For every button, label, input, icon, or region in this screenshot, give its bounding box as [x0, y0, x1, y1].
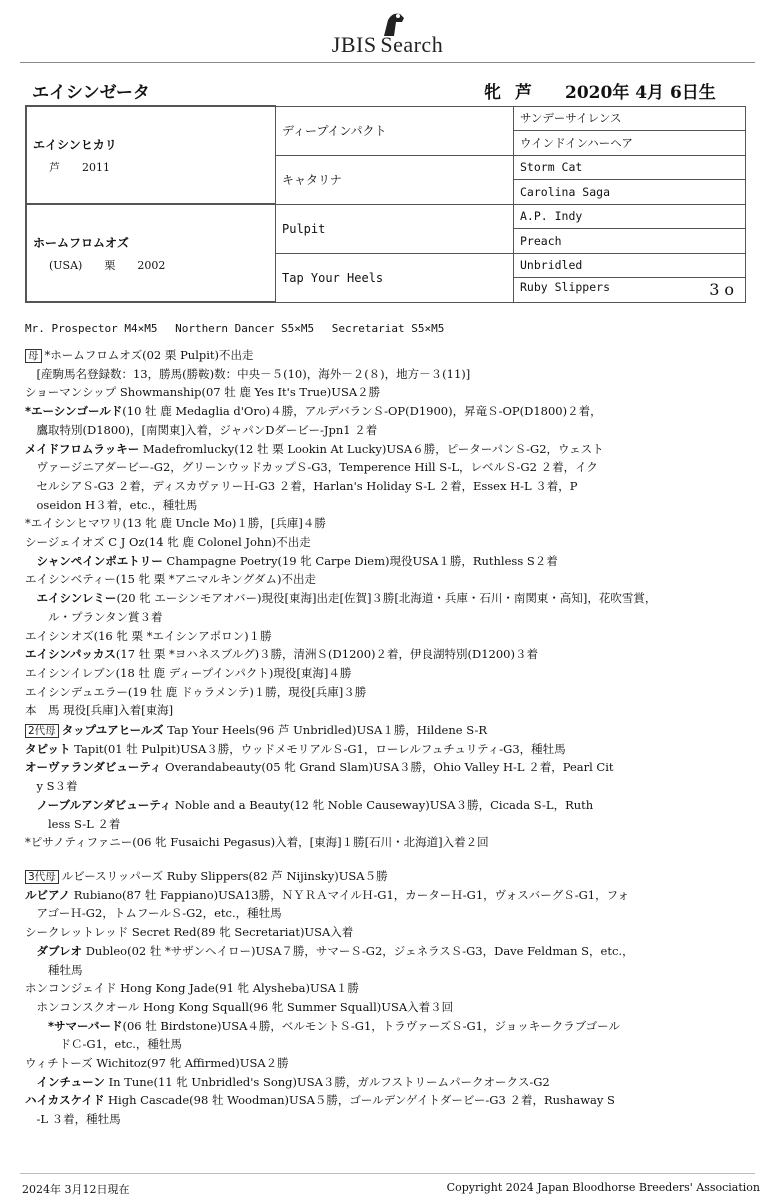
family-line [25, 740, 745, 759]
family-line [25, 701, 745, 720]
family-line [25, 758, 745, 777]
family-line [25, 477, 745, 496]
horse-record: (20 牝 エーシンモアオバー)現役[東海]出走[佐賀]３勝[北海道・兵庫・石川・南関東・高知]，花吹雪賞， [116, 591, 657, 606]
family-line [25, 904, 745, 923]
jbis-logo[interactable] [0, 10, 775, 57]
horse-record: シージェイオズ C J Oz(14 牝 鹿 Colonel John)不出走 [25, 535, 311, 550]
horse-link[interactable]: ルビアノ [25, 887, 71, 902]
family-line [25, 815, 745, 834]
horse-record: (06 牡 Birdstone)USA４勝，ベルモントＳ-G1，トラヴァーズＳ-G1，ジョッキークラブゴール [122, 1018, 620, 1033]
horse-record: エイシンベティー(15 牝 栗 *アニマルキングダム)不出走 [25, 572, 316, 587]
family-line [25, 645, 745, 664]
horse-record: *エイシンヒマワリ(13 牝 鹿 Uncle Mo)１勝，[兵庫]４勝 [25, 516, 326, 531]
horse-record: 本 馬 現役[兵庫]入着[東海] [25, 703, 174, 718]
family-line [25, 1054, 745, 1073]
family-line [25, 570, 745, 589]
horse-record: 鷹取特別(D1800)，[南関東]入着，ジャパンDダービー-Jpn1 ２着 [25, 422, 378, 437]
family-line [25, 627, 745, 646]
family-line [25, 402, 745, 421]
pedigree-table [25, 105, 746, 303]
family-line [25, 683, 745, 702]
horse-link[interactable]: ノーブルアンダビューティ [25, 797, 172, 812]
family-line [25, 1091, 745, 1110]
horse-record: Overandabeauty(05 牝 Grand Slam)USA３勝，Ohio Valley H-L ２着，Pearl Cit [161, 760, 614, 775]
footer-divider [20, 1173, 755, 1174]
family-line [25, 961, 745, 980]
family-line [25, 365, 745, 384]
second-dam-section [25, 721, 745, 852]
horse-record: High Cascade(98 牡 Woodman)USA５勝，ゴールデンゲイトダービー-G3 ２着，Rushaway S [104, 1093, 615, 1108]
family-line [25, 496, 745, 515]
horse-link[interactable]: *エーシンゴールド [25, 404, 123, 419]
horse-record: -L ３着，種牡馬 [25, 1112, 121, 1127]
horse-link[interactable]: *サマーバード [25, 1018, 123, 1033]
horse-link[interactable]: タピット [25, 741, 71, 756]
generation-tag: 母 [25, 349, 42, 363]
horse-record: Tapit(01 牡 Pulpit)USA３勝，ウッドメモリアルＳ-G1，ローレルフュチュリティ-G3，種牡馬 [70, 741, 566, 756]
copyright: Copyright 2024 Japan Bloodhorse Breeders' Association [446, 1181, 760, 1194]
dam-name[interactable]: ホームフロムオズ [33, 235, 129, 250]
family-line [25, 383, 745, 402]
horse-record: y S３着 [25, 779, 78, 794]
family-line [25, 1017, 745, 1036]
horse-record: アゴーＨ-G2，トムフールＳ-G2，etc.，種牡馬 [25, 906, 282, 921]
generation-tag: 2代母 [25, 724, 59, 738]
horse-record: セルシアＳ-G3 ２着，ディスカヴァリーＨ-G3 ２着，Harlan's Holiday S-L ２着，Essex H-L ３着，P [25, 478, 578, 493]
family-line [25, 458, 745, 477]
family-line [25, 552, 745, 571]
horse-record: (10 牡 鹿 Medaglia d'Oro)４勝，アルデバランＳ-OP(D1900)，昇竜Ｓ-OP(D1800)２着， [122, 404, 602, 419]
horse-link[interactable]: ハイカスケイド [25, 1093, 105, 1108]
family-line [25, 942, 745, 961]
inbreeding-info: Mr. Prospector M4×M5 Northern Dancer S5×M5 Secretariat S5×M5 [25, 322, 445, 335]
horse-record: oseidon H３着，etc.，種牡馬 [25, 497, 198, 512]
family-line [25, 923, 745, 942]
horse-record: *ピサノティファニー(06 牝 Fusaichi Pegasus)入着，[東海]１勝[石川・北海道]入着２回 [25, 835, 489, 850]
pedigree-gen2[interactable]: Pulpit [276, 204, 514, 253]
horse-color: 芦 [515, 83, 532, 103]
horse-record: 種牡馬 [25, 962, 83, 977]
family-line [25, 796, 745, 815]
header-divider [20, 62, 755, 63]
pedigree-sire[interactable] [26, 106, 276, 204]
horse-record: ルビースリッパーズ Ruby Slippers(82 芦 Nijinsky)USA５勝 [61, 869, 388, 883]
family-line [25, 721, 745, 740]
family-line [25, 777, 745, 796]
family-number: 3o [709, 280, 739, 300]
dam-family-section [25, 346, 745, 720]
horse-record: Noble and a Beauty(12 牝 Noble Causeway)USA３勝，Cicada S-L，Ruth [171, 797, 594, 812]
horse-record: Dubleo(02 牡 *サザンヘイロー)USA７勝，サマーＳ-G2，ジェネラスＳ-G3，Dave Feldman S，etc.， [82, 943, 634, 958]
horse-record: [産駒馬名登録数：13，勝馬(勝鞍)数：中央－５(10)，海外－２(８)，地方－３(11)] [25, 366, 471, 381]
horse-record: ヴァージニアダービー-G2，グリーンウッドカップＳ-G3，Temperence Hill S-L，レベルＳ-G2 ２着，イク [25, 460, 598, 475]
horse-link[interactable]: メイドフロムラッキー [25, 441, 140, 456]
pedigree-dam[interactable] [26, 204, 276, 302]
pedigree-gen3[interactable]: Unbridled [514, 253, 746, 278]
family-line [25, 421, 745, 440]
family-line [25, 886, 745, 905]
pedigree-gen3[interactable]: サンデーサイレンス [514, 106, 746, 131]
family-line [25, 514, 745, 533]
horse-name: エイシンゼータ [32, 83, 150, 103]
horse-record: ホンコンスクオール Hong Kong Squall(96 牝 Summer Squall)USA入着３回 [25, 999, 454, 1014]
dam-info: (USA) 栗 2002 [49, 258, 166, 272]
pedigree-gen3-last[interactable]: Ruby Slippers 3o [514, 278, 746, 303]
pedigree-gen3[interactable]: Carolina Saga [514, 180, 746, 205]
family-line [25, 346, 745, 365]
horse-link[interactable]: ダブレオ [25, 943, 83, 958]
generation-tag: 3代母 [25, 870, 59, 884]
horse-record: Madefromlucky(12 牡 栗 Lookin At Lucky)USA６勝，ピーターパンＳ-G2，ウェスト [139, 441, 604, 456]
horse-birth: 2020年 4月 6日生 [565, 83, 716, 103]
pedigree-gen3[interactable]: ウインドインハーヘア [514, 131, 746, 156]
horse-record: エイシンイレブン(18 牡 鹿 ディープインパクト)現役[東海]４勝 [25, 665, 352, 680]
horse-record: In Tune(11 牝 Unbridled's Song)USA３勝，ガルフストリームパークオークス-G2 [104, 1074, 550, 1089]
horse-record: Tap Your Heels(96 芦 Unbridled)USA１勝，Hildene S-R [163, 723, 488, 737]
horse-record: ドＣ-G1，etc.，種牡馬 [25, 1037, 182, 1052]
horse-record: エイシンオズ(16 牝 栗 *エイシンアポロン)１勝 [25, 628, 272, 643]
horse-link[interactable]: タップユアヒールズ [61, 723, 164, 737]
horse-link[interactable]: オーヴァランダビューティ [25, 760, 162, 775]
family-line [25, 664, 745, 683]
horse-title [32, 78, 732, 102]
family-line [25, 1035, 745, 1054]
horse-record: less S-L ２着 [25, 816, 121, 831]
horse-record: ホンコンジェイド Hong Kong Jade(91 牝 Alysheba)USA１勝 [25, 981, 359, 996]
pedigree-gen3[interactable]: Storm Cat [514, 155, 746, 180]
horse-record: (17 牡 栗 *ヨハネスブルグ)３勝，清洲Ｓ(D1200)２着，伊良湖特別(D1200)３着 [115, 647, 538, 662]
family-line [25, 1073, 745, 1092]
pedigree-gen3[interactable]: Preach [514, 229, 746, 254]
family-line [25, 533, 745, 552]
family-line [25, 979, 745, 998]
horse-link[interactable]: エイシンレミー [25, 591, 117, 606]
horse-record: *ホームフロムオズ(02 栗 Pulpit)不出走 [44, 348, 254, 362]
horse-link[interactable]: シャンペインポエトリー [25, 553, 163, 568]
family-line [25, 608, 745, 627]
horse-sex: 牝 [484, 83, 501, 103]
horse-link[interactable]: エイシンパッカス [25, 647, 116, 662]
family-line [25, 1110, 745, 1129]
horse-record: Rubiano(87 牡 Fappiano)USA13勝，ＮＹＲＡマイルＨ-G1，カーターＨ-G1，ヴォスバーグＳ-G1，フォ [70, 887, 630, 902]
pedigree-gen2[interactable]: Tap Your Heels [276, 253, 514, 302]
horse-record: エイシンデュエラー(19 牡 鹿 ドゥラメンテ)１勝，現役[兵庫]３勝 [25, 684, 367, 699]
pedigree-gen2[interactable]: キャタリナ [276, 155, 514, 204]
pedigree-gen2[interactable]: ディープインパクト [276, 106, 514, 155]
horse-record: シークレットレッド Secret Red(89 牝 Secretariat)USA入着 [25, 925, 354, 940]
horse-record: Champagne Poetry(19 牝 Carpe Diem)現役USA１勝，Ruthless S２着 [162, 553, 558, 568]
family-line [25, 440, 745, 459]
horse-link[interactable]: インチューン [25, 1074, 105, 1089]
family-line [25, 589, 745, 608]
as-of-date: 2024年 3月12日現在 [22, 1183, 130, 1196]
third-dam-section [25, 867, 745, 1129]
horse-record: ウィチトーズ Wichitoz(97 牝 Affirmed)USA２勝 [25, 1056, 289, 1071]
horse-record: ショーマンシップ Showmanship(07 牡 鹿 Yes It's True)USA２勝 [25, 385, 381, 400]
horse-record: ル・プランタン賞３着 [25, 609, 163, 624]
family-line [25, 867, 745, 886]
sire-info: 芦 2011 [49, 160, 110, 174]
pedigree-gen3[interactable]: A.P. Indy [514, 204, 746, 229]
family-line [25, 998, 745, 1017]
logo-text: JBIS Search [331, 32, 444, 57]
sire-name[interactable]: エイシンヒカリ [33, 137, 117, 152]
family-line [25, 833, 745, 852]
